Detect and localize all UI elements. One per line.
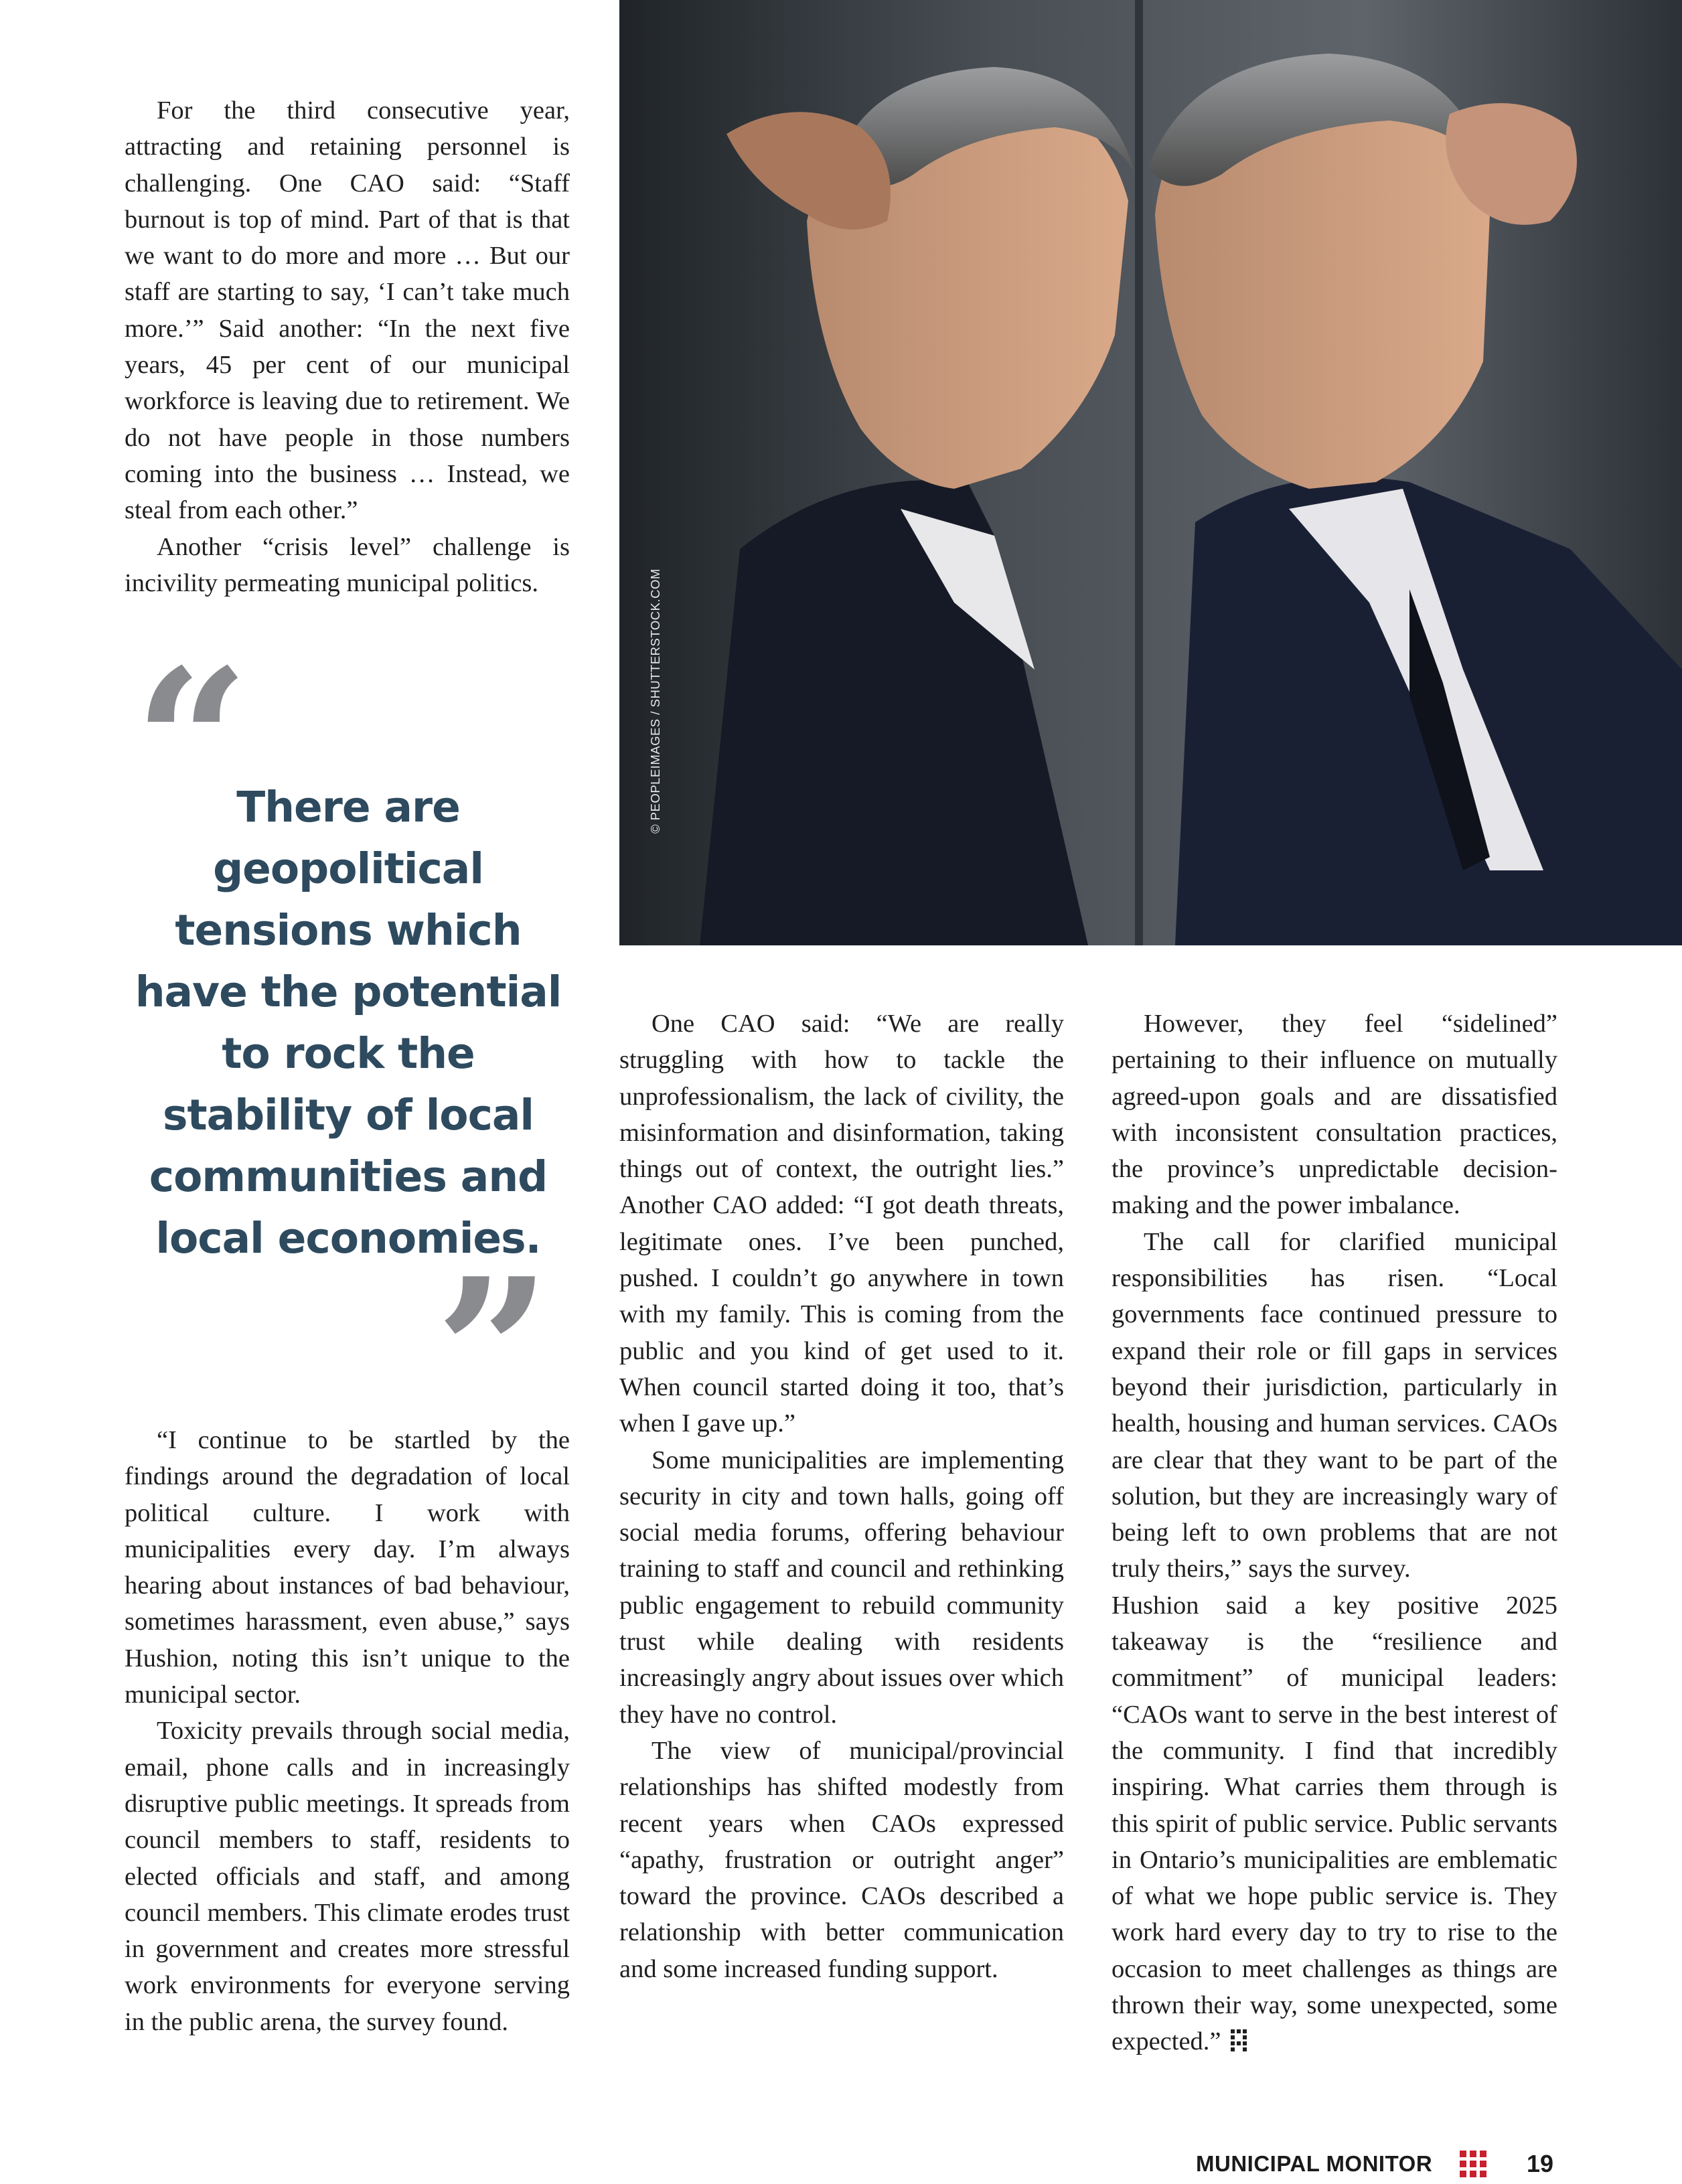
right-column <box>1112 1006 1557 2063</box>
left-column-top <box>125 92 570 601</box>
paragraph: One CAO said: “We are really struggling with how to tackle the unprofessionalism, the lack of civility, the misinformation and disinformation, taking things out of context, the outright lies.” Another CAO added: “I got death threats, legitimate ones. I’ve been punched, pushed. I couldn’t go anywhere in town with my family. This is coming from the public and you kind of get used to it. When council started doing it too, that’s when I gave up.” <box>619 1010 1064 1438</box>
paragraph: However, they feel “sidelined” pertaining to their influence on mutually agreed-upon goals and are dissatisfied with inconsistent consultation practices, the province’s unpredictable decision-making and the power imbalance. <box>1112 1010 1557 1220</box>
paragraph: The call for clarified municipal responsibilities has risen. “Local governments face continued pressure to expand their role or fill gaps in services beyond their jurisdiction, particularly in health, housing and human services. CAOs are clear that they want to be part of the solution, but they are increasingly wary of being left to own problems that are not truly theirs,” says the survey. <box>1112 1227 1557 1583</box>
photo-stressed-man-mirrored <box>619 0 1682 945</box>
pull-quote <box>121 625 576 1470</box>
paragraph: The view of municipal/provincial relationships has shifted modestly from recent years when CAOs expressed “apathy, frustration or outright anger” toward the province. CAOs described a relationship with better communication and some increased funding support. <box>619 1736 1064 1983</box>
page-footer <box>1196 2149 1571 2181</box>
photo-credit: © PEOPLEIMAGES / SHUTTERSTOCK.COM <box>648 568 662 834</box>
page-number: 19 <box>1527 2150 1554 2177</box>
paragraph: Some municipalities are implementing security in city and town halls, going off social media forums, offering behaviour training to staff and council and rethinking public engagement to rebuild community trust while dealing with residents increasingly angry about issues over which they have no control. <box>619 1446 1064 1729</box>
publication-logo-icon <box>1460 2151 1486 2181</box>
open-quote-mark: “ <box>134 625 250 861</box>
paragraph: For the third consecutive year, attracting and retaining personnel is challenging. One CAO said: “Staff burnout is top of mind. Part of that is that we want to do more and more … But our staff are starting to say, ‘I can’t take much more.’” Said another: “In the next five years, 45 per cent of our municipal workforce is leaving due to retirement. We do not have people in those numbers coming into the business … Instead, we steal from each other.” <box>125 96 570 525</box>
photo-illustration <box>619 0 1682 945</box>
close-quote-mark: ” <box>435 1234 551 1470</box>
middle-column <box>619 1006 1064 1987</box>
paragraph: Toxicity prevails through social media, email, phone calls and in increasingly disruptive public meetings. It spreads from council members to staff, residents to elected officials and staff, and among council members. This climate erodes trust in government and creates more stressful work environments for everyone serving in the public arena, the survey found. <box>125 1717 570 2036</box>
left-column-bottom <box>125 1422 570 2040</box>
paragraph: Hushion said a key positive 2025 takeaway is the “resilience and commitment” of municipal leaders: “CAOs want to serve in the best interest of the community. I find that incredibly inspiring. What carries them through is this spirit of public service. Public servants in Ontario’s municipalities are emblematic of what we hope public service is. They work hard every day to try to rise to the occasion to meet challenges as things are thrown their way, some unexpected, some expected.” <box>1112 1591 1557 2056</box>
paragraph: Another “crisis level” challenge is incivility permeating municipal politics. <box>125 532 570 597</box>
pull-quote-text: There are geopolitical tensions which have the potential to rock the stability of local communities and local economies. <box>135 783 562 1263</box>
publication-title: MUNICIPAL MONITOR <box>1196 2151 1433 2176</box>
paragraph: “I continue to be startled by the findings around the degradation of local political culture. I work with municipalities every day. I’m always hearing about instances of bad behaviour, sometimes harassment, even abuse,” says Hushion, noting this isn’t unique to the municipal sector. <box>125 1426 570 1709</box>
end-mark-icon <box>1231 2026 1247 2062</box>
